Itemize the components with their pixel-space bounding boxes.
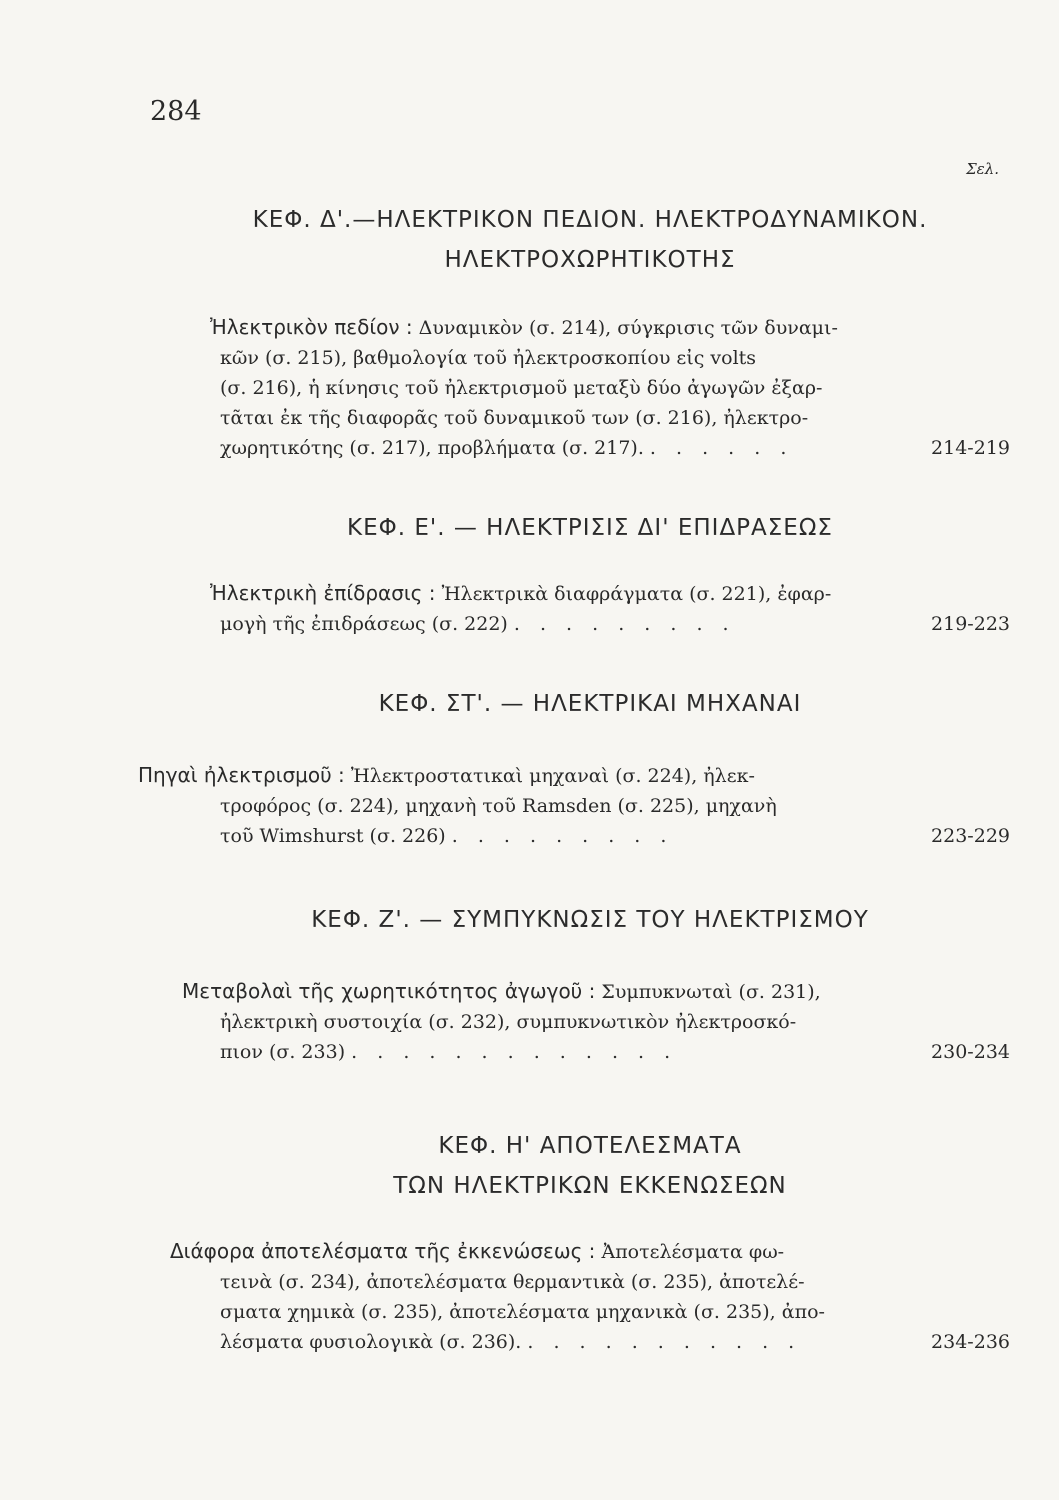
entry-text: πιον (σ. 233) <box>220 1041 346 1063</box>
entry-text: Ἀποτελέσματα φω- <box>601 1241 785 1263</box>
chapter-title-3 <box>150 684 1030 724</box>
entry-text: λέσματα φυσιολογικὰ (σ. 236). <box>220 1331 522 1353</box>
entry-lead: Διάφορα ἀποτελέσματα τῆς ἐκκενώσεως : <box>170 1239 596 1263</box>
entry-line <box>220 609 1010 639</box>
chapter-title-line: ΚΕΦ. Δ'.—ΗΛΕΚΤΡΙΚΟΝ ΠΕΔΙΟΝ. ΗΛΕΚΤΡΟΔΥΝΑΜΙΚΟΝ. <box>252 207 928 233</box>
entry-line: τεινὰ (σ. 234), ἀποτελέσματα θερμαντικὰ (σ. 235), ἀποτελέ- <box>220 1271 805 1293</box>
page-range: 219-223 <box>931 613 1010 635</box>
leader-dots: . . . . . . . . . <box>513 613 736 635</box>
entry-text: μογὴ τῆς ἐπιδράσεως (σ. 222) <box>220 613 508 635</box>
toc-entry-4 <box>182 976 1010 1067</box>
entry-line <box>220 1037 1010 1067</box>
entry-line <box>220 821 1010 851</box>
page-range: 234-236 <box>931 1331 1010 1353</box>
entry-lead: Μεταβολαὶ τῆς χωρητικότητος ἀγωγοῦ : <box>182 979 596 1003</box>
chapter-title-line: ΚΕΦ. Η' ΑΠΟΤΕΛΕΣΜΑΤΑ <box>438 1133 742 1159</box>
toc-entry-1 <box>210 312 1010 463</box>
entry-lead: Πηγαὶ ἠλεκτρισμοῦ : <box>138 763 345 787</box>
entry-text: Ἠλεκτροστατικαὶ μηχαναὶ (σ. 224), ἠλεκ- <box>350 765 755 787</box>
entry-line <box>220 433 1010 463</box>
entry-line <box>210 312 1010 343</box>
toc-entry-3 <box>138 760 1010 851</box>
entry-line: σματα χημικὰ (σ. 235), ἀποτελέσματα μηχανικὰ (σ. 235), ἀπο- <box>220 1301 825 1323</box>
entry-line: (σ. 216), ἡ κίνησις τοῦ ἠλεκτρισμοῦ μεταξὺ δύο ἀγωγῶν ἐξαρ- <box>220 377 823 399</box>
leader-dots: . . . . . . . . . . . <box>527 1331 802 1353</box>
entry-line <box>138 760 1010 791</box>
page-range: 223-229 <box>931 825 1010 847</box>
entry-line <box>170 1236 1010 1267</box>
entry-text: Ἠλεκτρικὰ διαφράγματα (σ. 221), ἐφαρ- <box>441 583 832 605</box>
chapter-title-line: ΗΛΕΚΤΡΟΧΩΡΗΤΙΚΟΤΗΣ <box>444 247 736 273</box>
chapter-title-5 <box>150 1126 1030 1206</box>
chapter-title-line: ΚΕΦ. ΣΤ'. — ΗΛΕΚΤΡΙΚΑΙ ΜΗΧΑΝΑΙ <box>378 691 802 717</box>
entry-line: τᾶται ἐκ τῆς διαφορᾶς τοῦ δυναμικοῦ των (σ. 216), ἠλεκτρο- <box>220 407 809 429</box>
chapter-title-2 <box>150 508 1030 548</box>
entry-line: ἠλεκτρικὴ συστοιχία (σ. 232), συμπυκνωτικὸν ἠλεκτροσκό- <box>220 1011 797 1033</box>
chapter-title-line: ΚΕΦ. Ζ'. — ΣΥΜΠΥΚΝΩΣΙΣ ΤΟΥ ΗΛΕΚΤΡΙΣΜΟΥ <box>311 907 869 933</box>
entry-lead: Ἠλεκτρικὴ ἐπίδρασις : <box>210 581 436 605</box>
toc-entry-2 <box>210 578 1010 639</box>
page-number: 284 <box>150 96 202 127</box>
leader-dots: . . . . . . . . . <box>451 825 674 847</box>
chapter-title-1 <box>150 200 1030 280</box>
chapter-title-line: ΚΕΦ. Ε'. — ΗΛΕΚΤΡΙΣΙΣ ΔΙ' ΕΠΙΔΡΑΣΕΩΣ <box>347 515 833 541</box>
entry-line <box>182 976 1010 1007</box>
entry-line <box>220 1327 1010 1357</box>
page-range: 230-234 <box>931 1041 1010 1063</box>
leader-dots: . . . . . . . . . . . . . <box>351 1041 678 1063</box>
entry-text: τοῦ Wimshurst (σ. 226) <box>220 825 446 847</box>
entry-line <box>210 578 1010 609</box>
chapter-title-4 <box>150 900 1030 940</box>
sel-label: Σελ. <box>966 160 999 178</box>
entry-lead: Ἠλεκτρικὸν πεδίον : <box>210 315 413 339</box>
page-range: 214-219 <box>931 437 1010 459</box>
entry-text: Συμπυκνωταὶ (σ. 231), <box>601 981 821 1003</box>
entry-line: τροφόρος (σ. 224), μηχανὴ τοῦ Ramsden (σ. 225), μηχανὴ <box>220 795 777 817</box>
toc-entry-5 <box>170 1236 1010 1357</box>
entry-text: Δυναμικὸν (σ. 214), σύγκρισις τῶν δυναμι- <box>418 317 838 339</box>
leader-dots: . . . . . . <box>649 437 794 459</box>
entry-text: χωρητικότης (σ. 217), προβλήματα (σ. 217). <box>220 437 644 459</box>
chapter-title-line: ΤΩΝ ΗΛΕΚΤΡΙΚΩΝ ΕΚΚΕΝΩΣΕΩΝ <box>393 1173 787 1199</box>
entry-line: κῶν (σ. 215), βαθμολογία τοῦ ἠλεκτροσκοπίου εἰς volts <box>220 347 757 369</box>
